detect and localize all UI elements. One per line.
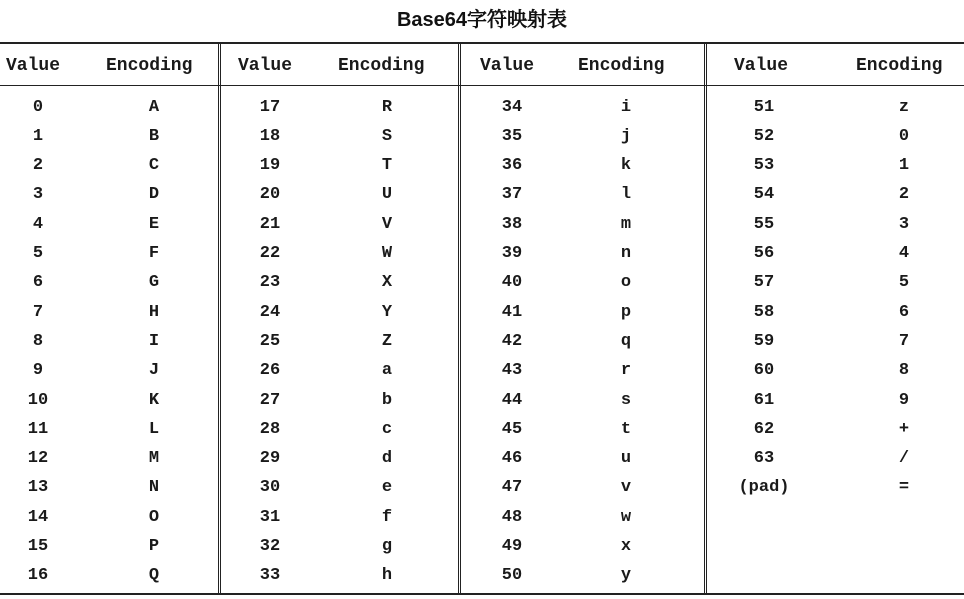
header-encoding: Encoding (856, 56, 943, 76)
cell-encoding: z (898, 97, 910, 117)
cell-value: 8 (32, 331, 44, 351)
cell-value: 22 (259, 244, 281, 263)
cell-encoding: o (620, 273, 632, 293)
cell-encoding: 8 (898, 361, 910, 381)
cell-value: 56 (753, 244, 775, 263)
cell-encoding: s (620, 390, 632, 410)
cell-value: (pad) (738, 478, 790, 498)
cell-encoding: q (620, 331, 632, 351)
cell-encoding: / (898, 449, 910, 469)
cell-encoding: Y (381, 302, 393, 322)
cell-value: 11 (27, 419, 49, 439)
cell-value: 37 (501, 185, 523, 205)
cell-value: 38 (501, 214, 523, 234)
cell-encoding: S (381, 126, 393, 146)
cell-value: 30 (259, 478, 281, 498)
cell-encoding: t (620, 419, 632, 439)
cell-encoding: r (620, 361, 632, 381)
cell-value: 62 (753, 419, 775, 439)
cell-encoding: 3 (898, 214, 910, 234)
cell-value: 26 (259, 361, 281, 381)
cell-value: 6 (32, 273, 44, 293)
header-encoding: Encoding (106, 56, 193, 76)
cell-value: 7 (32, 302, 44, 322)
cell-encoding: C (148, 156, 160, 176)
cell-value: 28 (259, 419, 281, 439)
cell-value: 53 (753, 156, 775, 176)
cell-value: 14 (27, 507, 49, 527)
cell-value: 33 (259, 566, 281, 586)
cell-encoding: x (620, 537, 632, 556)
cell-value: 35 (501, 126, 523, 146)
cell-encoding: O (148, 507, 160, 527)
table-column-group (0, 44, 964, 593)
cell-encoding: V (381, 214, 393, 234)
cell-encoding: a (381, 361, 393, 381)
cell-value: 27 (259, 390, 281, 410)
cell-encoding: P (148, 537, 160, 556)
cell-value: 25 (259, 331, 281, 351)
cell-encoding: N (148, 478, 160, 498)
cell-encoding: R (381, 97, 393, 117)
header-value: Value (734, 56, 789, 76)
cell-value: 45 (501, 419, 523, 439)
cell-value: 31 (259, 507, 281, 527)
cell-encoding: I (148, 331, 160, 351)
cell-value: 9 (32, 361, 44, 381)
table-title: Base64字符映射表 (396, 9, 568, 31)
cell-value: 10 (27, 390, 49, 410)
cell-value: 42 (501, 331, 523, 351)
cell-encoding: H (148, 302, 160, 322)
header-encoding: Encoding (338, 56, 425, 76)
cell-value: 20 (259, 185, 281, 205)
cell-value: 34 (501, 97, 523, 117)
cell-value: 44 (501, 390, 523, 410)
header-encoding: Encoding (578, 56, 665, 76)
cell-value: 46 (501, 449, 523, 469)
cell-value: 5 (32, 244, 44, 263)
cell-value: 24 (259, 302, 281, 322)
cell-encoding: k (620, 156, 632, 176)
cell-encoding: M (148, 449, 160, 469)
cell-encoding: p (620, 302, 632, 322)
cell-encoding: X (381, 273, 393, 293)
cell-value: 61 (753, 390, 775, 410)
cell-encoding: G (148, 273, 160, 293)
cell-value: 54 (753, 185, 775, 205)
cell-value: 21 (259, 214, 281, 234)
cell-value: 18 (259, 126, 281, 146)
header-value: Value (238, 56, 293, 76)
cell-encoding: d (381, 449, 393, 469)
base64-table (0, 42, 964, 595)
cell-encoding: W (381, 244, 393, 263)
cell-value: 13 (27, 478, 49, 498)
cell-value: 52 (753, 126, 775, 146)
cell-value: 29 (259, 449, 281, 469)
header-value: Value (6, 56, 61, 76)
cell-encoding: E (148, 214, 160, 234)
cell-value: 43 (501, 361, 523, 381)
cell-encoding: 7 (898, 331, 910, 351)
cell-encoding: 2 (898, 185, 910, 205)
cell-value: 2 (32, 156, 44, 176)
cell-value: 60 (753, 361, 775, 381)
cell-encoding: 9 (898, 390, 910, 410)
cell-value: 1 (32, 126, 44, 146)
cell-encoding: b (381, 390, 393, 410)
cell-encoding: U (381, 185, 393, 205)
cell-encoding: j (620, 126, 632, 146)
cell-encoding: y (620, 566, 632, 586)
cell-encoding: c (381, 419, 393, 439)
cell-encoding: F (148, 244, 160, 263)
cell-value: 40 (501, 273, 523, 293)
cell-value: 39 (501, 244, 523, 263)
cell-encoding: m (620, 214, 632, 234)
cell-value: 48 (501, 507, 523, 527)
cell-encoding: l (620, 185, 632, 205)
cell-encoding: = (898, 478, 910, 498)
cell-value: 63 (753, 449, 775, 469)
header-value: Value (480, 56, 535, 76)
cell-encoding: D (148, 185, 160, 205)
cell-encoding: w (620, 507, 632, 527)
cell-encoding: T (381, 156, 393, 176)
cell-value: 12 (27, 449, 49, 469)
cell-value: 23 (259, 273, 281, 293)
cell-value: 58 (753, 302, 775, 322)
cell-encoding: f (381, 507, 393, 527)
cell-value: 4 (32, 214, 44, 234)
cell-value: 57 (753, 273, 775, 293)
cell-value: 59 (753, 331, 775, 351)
cell-encoding: g (381, 537, 393, 556)
cell-value: 41 (501, 302, 523, 322)
cell-encoding: 0 (898, 126, 910, 146)
cell-encoding: 4 (898, 244, 910, 263)
cell-value: 36 (501, 156, 523, 176)
cell-value: 15 (27, 537, 49, 556)
cell-value: 49 (501, 537, 523, 556)
cell-encoding: i (620, 97, 632, 117)
cell-encoding: A (148, 97, 160, 117)
cell-encoding: J (148, 361, 160, 381)
cell-value: 16 (27, 566, 49, 586)
cell-encoding: L (148, 419, 160, 439)
cell-value: 17 (259, 97, 281, 117)
cell-value: 47 (501, 478, 523, 498)
cell-encoding: 5 (898, 273, 910, 293)
cell-encoding: B (148, 126, 160, 146)
cell-value: 51 (753, 97, 775, 117)
cell-encoding: u (620, 449, 632, 469)
cell-encoding: 6 (898, 302, 910, 322)
cell-value: 19 (259, 156, 281, 176)
cell-encoding: h (381, 566, 393, 586)
cell-encoding: v (620, 478, 632, 498)
cell-value: 32 (259, 537, 281, 556)
cell-encoding: Z (381, 331, 393, 351)
cell-encoding: n (620, 244, 632, 263)
cell-value: 50 (501, 566, 523, 586)
cell-value: 3 (32, 185, 44, 205)
cell-value: 0 (32, 97, 44, 117)
cell-encoding: K (148, 390, 160, 410)
cell-encoding: Q (148, 566, 160, 586)
cell-encoding: e (381, 478, 393, 498)
cell-value: 55 (753, 214, 775, 234)
cell-encoding: + (898, 419, 910, 439)
cell-encoding: 1 (898, 156, 910, 176)
